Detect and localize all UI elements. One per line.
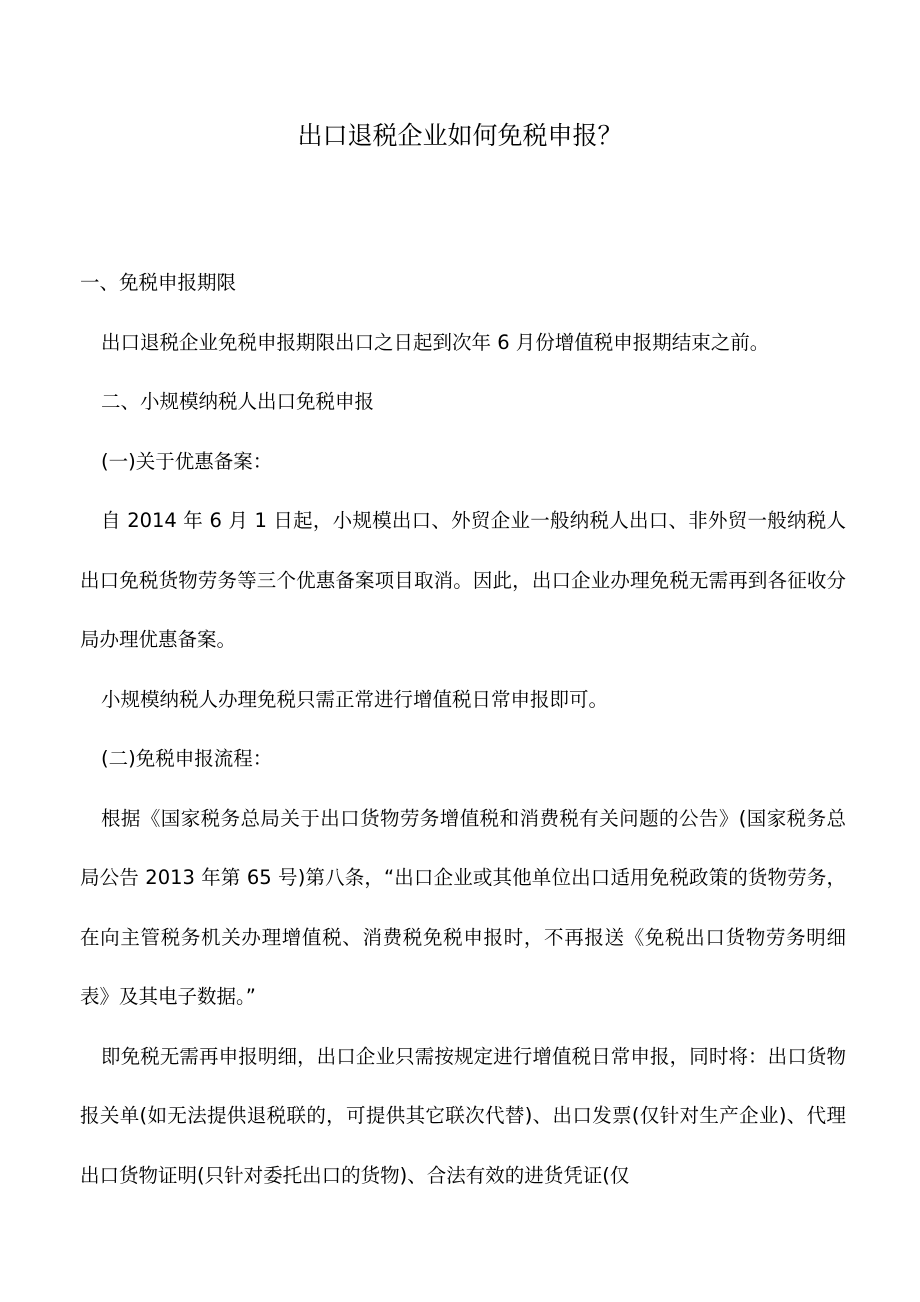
document-body <box>80 253 846 1205</box>
paragraph-deadline: 出口退税企业免税申报期限出口之日起到次年 6 月份增值税申报期结束之前。 <box>101 330 770 354</box>
document-title: 出口退税企业如何免税申报？ <box>297 121 623 150</box>
section-heading-1: 一、免税申报期限 <box>80 271 237 294</box>
paragraph-requirements: 即免税无需再申报明细，出口企业只需按规定进行增值税日常申报，同时将：出口货物报关单(如无法提供退税联的，可提供其它联次代替)、出口发票(仅针对生产企业)、代理出口货物证明(只针对委托出口的货物)、合法有效的进货凭证(仅 <box>80 1044 846 1187</box>
subsection-heading-1: (一)关于优惠备案： <box>101 449 273 473</box>
subsection-heading-2: (二)免税申报流程： <box>101 747 273 770</box>
paragraph-small-scale: 小规模纳税人办理免税只需正常进行增值税日常申报即可。 <box>101 687 609 711</box>
paragraph-filing-cancelled: 自 2014 年 6 月 1 日起，小规模出口、外贸企业一般纳税人出口、非外贸一般纳税人出口免税货物劳务等三个优惠备案项目取消。因此，出口企业办理免税无需再到各征收分局办理优惠备案。 <box>80 509 846 651</box>
paragraph-announcement: 根据《国家税务总局关于出口货物劳务增值税和消费税有关问题的公告》(国家税务总局公告 2013 年第 65 号)第八条，“出口企业或其他单位出口适用免税政策的货物劳务，在向主管税务机关办理增值税、消费税免税申报时，不再报送《免税出口货物劳务明细表》及其电子数据。” <box>80 806 846 1008</box>
section-heading-2: 二、小规模纳税人出口免税申报 <box>101 390 375 413</box>
